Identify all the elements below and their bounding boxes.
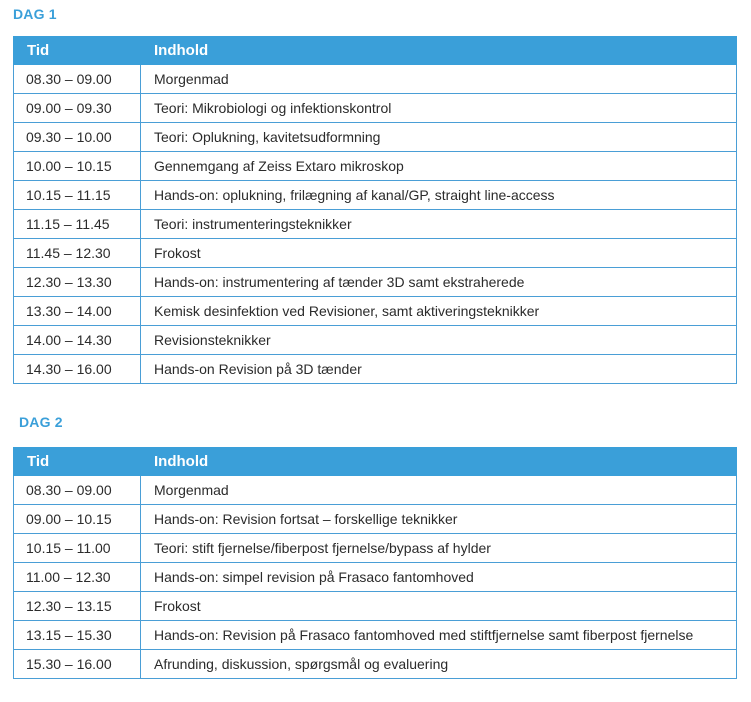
table-row <box>14 268 737 297</box>
content-cell: Morgenmad <box>141 65 737 94</box>
table-row <box>14 621 737 650</box>
content-cell: Afrunding, diskussion, spørgsmål og evaluering <box>141 650 737 679</box>
time-cell: 10.15 – 11.15 <box>14 181 141 210</box>
time-cell: 08.30 – 09.00 <box>14 476 141 505</box>
table-header-row <box>14 448 737 476</box>
schedule-table-day-2 <box>13 447 737 679</box>
content-cell: Hands-on Revision på 3D tænder <box>141 355 737 384</box>
content-cell: Teori: Mikrobiologi og infektionskontrol <box>141 94 737 123</box>
table-row <box>14 210 737 239</box>
table-row <box>14 505 737 534</box>
table-row <box>14 297 737 326</box>
time-cell: 09.30 – 10.00 <box>14 123 141 152</box>
content-cell: Morgenmad <box>141 476 737 505</box>
time-cell: 15.30 – 16.00 <box>14 650 141 679</box>
column-header-time: Tid <box>14 37 141 65</box>
schedule-body-day-1 <box>14 65 737 384</box>
content-cell: Hands-on: Revision fortsat – forskellige teknikker <box>141 505 737 534</box>
day-2-heading: DAG 2 <box>19 414 63 430</box>
table-header-row <box>14 37 737 65</box>
content-cell: Frokost <box>141 239 737 268</box>
time-cell: 09.00 – 09.30 <box>14 94 141 123</box>
time-cell: 14.00 – 14.30 <box>14 326 141 355</box>
schedule-body-day-2 <box>14 476 737 679</box>
time-cell: 11.15 – 11.45 <box>14 210 141 239</box>
table-row <box>14 650 737 679</box>
content-cell: Teori: stift fjernelse/fiberpost fjernelse/bypass af hylder <box>141 534 737 563</box>
content-cell: Frokost <box>141 592 737 621</box>
content-cell: Teori: Oplukning, kavitetsudformning <box>141 123 737 152</box>
time-cell: 08.30 – 09.00 <box>14 65 141 94</box>
column-header-content: Indhold <box>141 448 737 476</box>
time-cell: 12.30 – 13.15 <box>14 592 141 621</box>
table-row <box>14 563 737 592</box>
table-row <box>14 181 737 210</box>
content-cell: Teori: instrumenteringsteknikker <box>141 210 737 239</box>
table-row <box>14 152 737 181</box>
content-cell: Hands-on: instrumentering af tænder 3D samt ekstraherede <box>141 268 737 297</box>
schedule-table-day-1 <box>13 36 737 384</box>
table-row <box>14 123 737 152</box>
content-cell: Hands-on: oplukning, frilægning af kanal/GP, straight line-access <box>141 181 737 210</box>
time-cell: 11.45 – 12.30 <box>14 239 141 268</box>
time-cell: 13.30 – 14.00 <box>14 297 141 326</box>
day-1-heading: DAG 1 <box>13 6 57 22</box>
time-cell: 14.30 – 16.00 <box>14 355 141 384</box>
column-header-content: Indhold <box>141 37 737 65</box>
time-cell: 09.00 – 10.15 <box>14 505 141 534</box>
table-row <box>14 476 737 505</box>
time-cell: 11.00 – 12.30 <box>14 563 141 592</box>
content-cell: Gennemgang af Zeiss Extaro mikroskop <box>141 152 737 181</box>
table-row <box>14 326 737 355</box>
table-row <box>14 534 737 563</box>
content-cell: Revisionsteknikker <box>141 326 737 355</box>
table-row <box>14 239 737 268</box>
time-cell: 12.30 – 13.30 <box>14 268 141 297</box>
time-cell: 10.15 – 11.00 <box>14 534 141 563</box>
time-cell: 10.00 – 10.15 <box>14 152 141 181</box>
content-cell: Hands-on: simpel revision på Frasaco fantomhoved <box>141 563 737 592</box>
time-cell: 13.15 – 15.30 <box>14 621 141 650</box>
table-row <box>14 94 737 123</box>
content-cell: Kemisk desinfektion ved Revisioner, samt aktiveringsteknikker <box>141 297 737 326</box>
column-header-time: Tid <box>14 448 141 476</box>
table-row <box>14 592 737 621</box>
table-row <box>14 355 737 384</box>
table-row <box>14 65 737 94</box>
content-cell: Hands-on: Revision på Frasaco fantomhoved med stiftfjernelse samt fiberpost fjernelse <box>141 621 737 650</box>
